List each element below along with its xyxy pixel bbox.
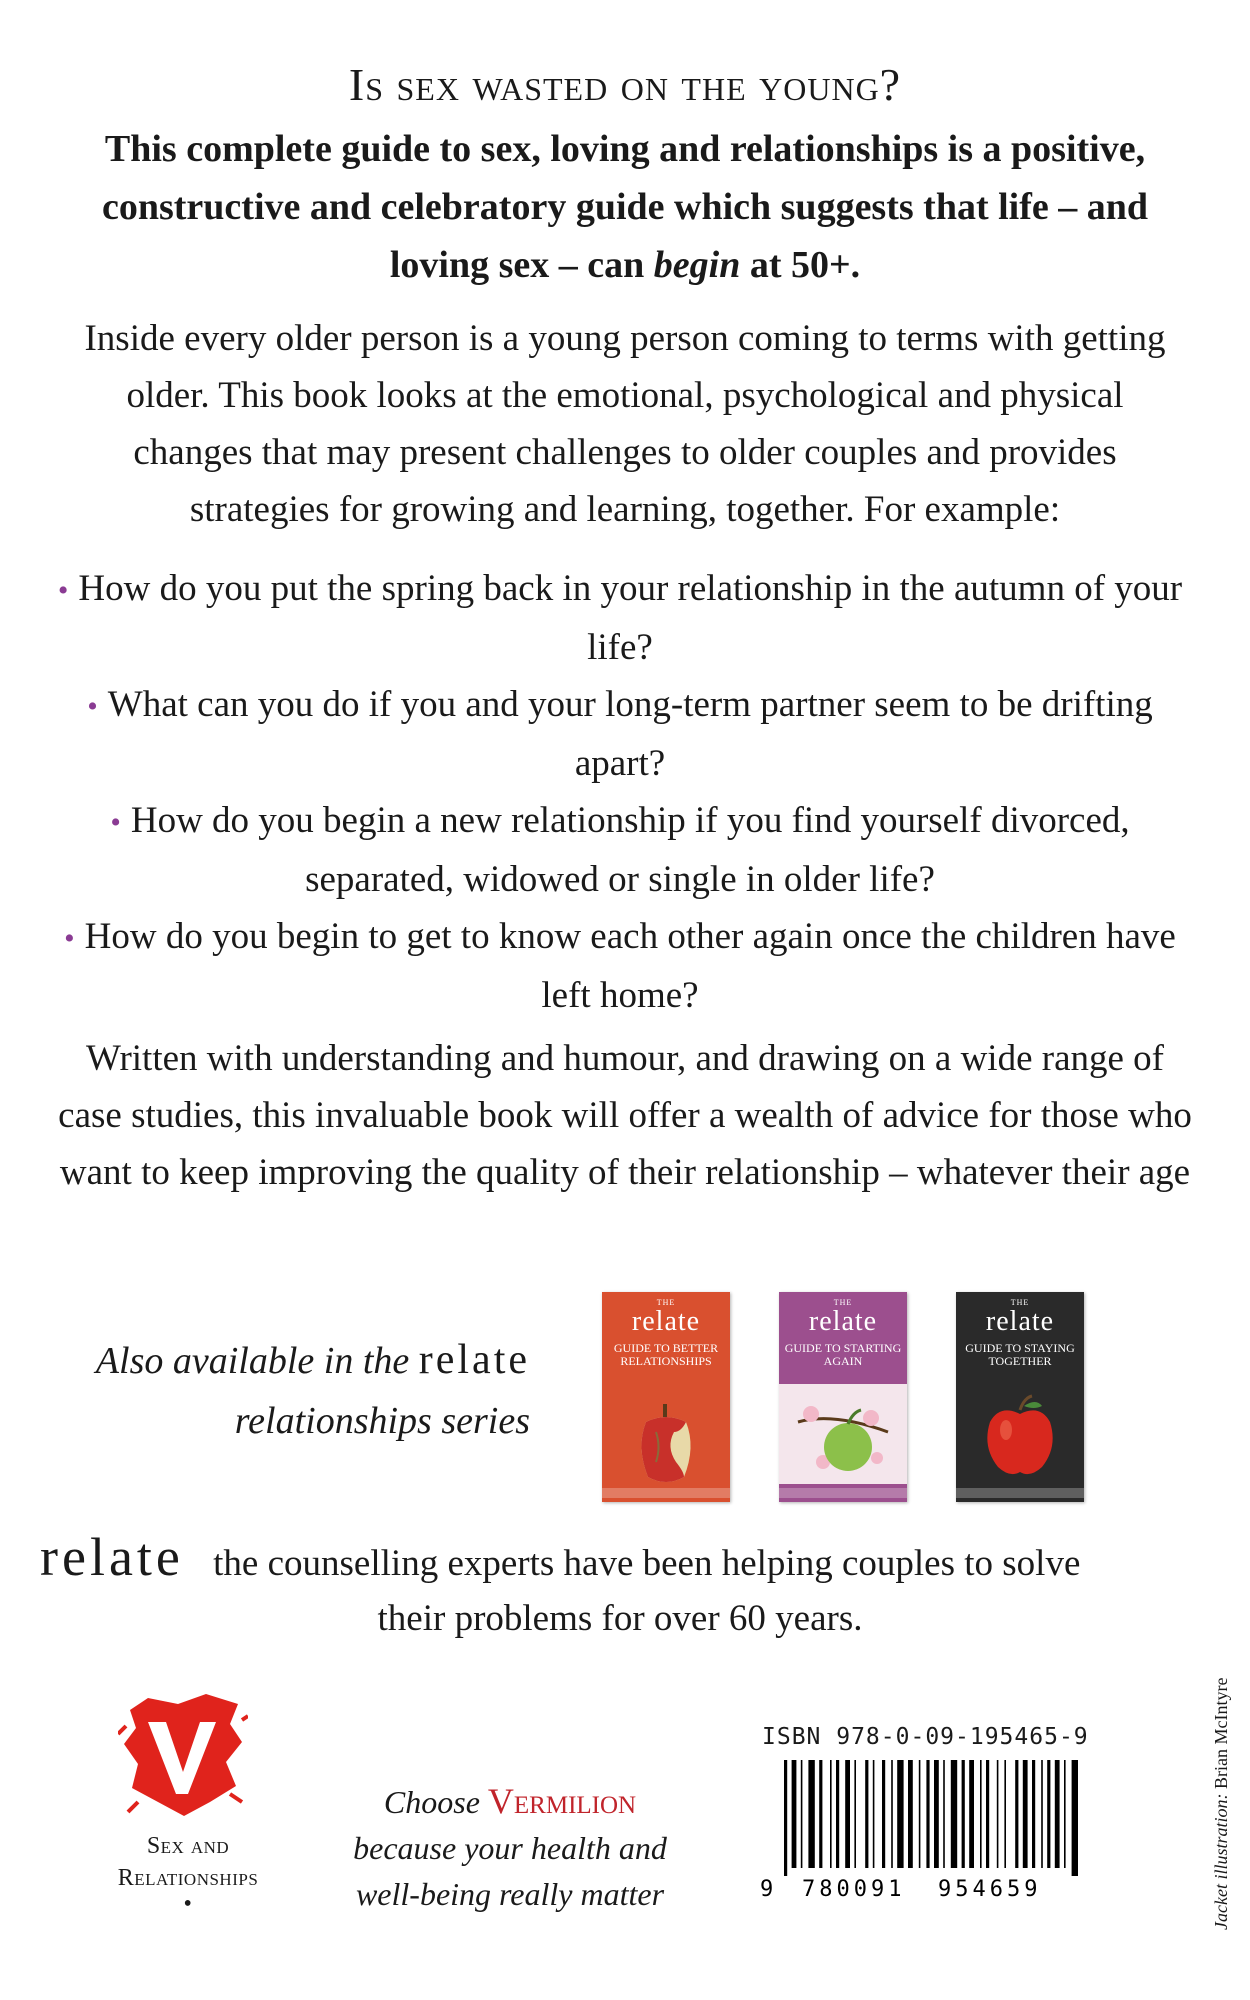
barcode-bar	[943, 1760, 945, 1868]
slogan-line2: because your health and	[353, 1830, 667, 1866]
barcode-bar	[980, 1760, 982, 1868]
barcode-bar	[1041, 1760, 1043, 1868]
barcode-bar	[951, 1760, 957, 1868]
barcode-bar	[845, 1760, 850, 1868]
also-available-note	[80, 1330, 530, 1451]
book-subtitle: GUIDE TO STAYING TOGETHER	[965, 1341, 1075, 1368]
list-item-text: How do you begin to get to know each other again once the children have left home?	[84, 916, 1176, 1016]
barcode-bar	[1015, 1760, 1018, 1868]
lead-paragraph	[60, 120, 1190, 294]
barcode-bar	[926, 1760, 929, 1868]
barcode-digits-group2: 954659	[938, 1877, 1042, 1900]
back-cover-title: Is sex wasted on the young?	[348, 59, 902, 110]
illustration-credit	[1211, 1640, 1232, 1930]
barcode-bar	[1032, 1760, 1035, 1868]
book-footer-band	[602, 1488, 730, 1498]
barcode-bar	[1055, 1760, 1060, 1868]
barcode-bar	[873, 1760, 875, 1868]
list-item-text: How do you put the spring back in your relationship in the autumn of your life?	[78, 568, 1183, 668]
book-brand: relate	[985, 1306, 1055, 1337]
isbn-label: ISBN 978-0-09-195465-9	[762, 1724, 1089, 1750]
red-apple-icon	[980, 1392, 1060, 1482]
category-label	[88, 1830, 288, 1917]
barcode-bar	[1072, 1760, 1078, 1876]
barcode-icon	[752, 1760, 1082, 1900]
list-item-text: What can you do if you and your long-term partner seem to be drifting apart?	[107, 684, 1153, 784]
barcode-bar	[986, 1760, 989, 1868]
lead-text-part1: This complete guide to sex, loving and relationships is a positive, constructive and celebratory guide which suggests that life – and loving sex – can	[101, 128, 1149, 286]
bullet-icon: •	[87, 690, 98, 723]
tagline-text-line2: their problems for over 60 years.	[377, 1598, 863, 1639]
category-line2: Relationships	[117, 1865, 259, 1891]
book-subtitle: GUIDE TO BETTER RELATIONSHIPS	[613, 1341, 719, 1368]
lead-emphasis: begin	[653, 244, 741, 286]
book-brand: relate	[808, 1306, 878, 1337]
book-brand: relate	[631, 1306, 701, 1337]
barcode-bar	[784, 1760, 787, 1876]
barcode-bar	[1047, 1760, 1050, 1868]
bullet-icon: •	[57, 574, 69, 607]
lead-text-part2: at 50+.	[749, 244, 861, 286]
series-text: relationships series	[234, 1400, 530, 1442]
barcode-bar	[819, 1760, 822, 1868]
relate-tagline	[40, 1527, 1200, 1646]
barcode-bar	[830, 1760, 832, 1868]
barcode-bar	[865, 1760, 868, 1868]
barcode-bar	[1023, 1760, 1028, 1868]
intro-paragraph: Inside every older person is a young person coming to terms with getting older. This book looks at the emotional, psychological and physical changes that may present challenges to older couples and provides strategies for growing and learning, together. For example:	[84, 318, 1166, 530]
barcode-bar	[808, 1760, 814, 1868]
credit-label: Jacket illustration:	[1211, 1793, 1231, 1930]
publisher-slogan	[340, 1778, 680, 1917]
barcode-bar	[997, 1760, 999, 1868]
barcode-digits-group1: 780091	[802, 1877, 906, 1900]
also-available-text: Also available in the	[95, 1340, 410, 1382]
tagline-text-line1: the counselling experts have been helping couples to solve	[213, 1543, 1081, 1584]
barcode-bar	[919, 1760, 921, 1868]
bullet-icon: •	[64, 922, 75, 955]
barcode-bar	[934, 1760, 939, 1868]
book-cover-starting-again	[779, 1292, 907, 1502]
vermilion-v-logo-icon	[118, 1690, 248, 1820]
book-the-label: THE	[656, 1298, 676, 1307]
barcode-bar	[962, 1760, 965, 1868]
credit-name: Brian McIntyre	[1211, 1677, 1231, 1790]
barcode-bar	[792, 1760, 797, 1868]
book-the-label: THE	[833, 1298, 853, 1307]
barcode-bar	[1004, 1760, 1006, 1868]
book-the-label: THE	[1010, 1298, 1030, 1307]
barcode-bar	[891, 1760, 893, 1868]
relate-brand: relate	[418, 1337, 530, 1383]
list-item	[50, 908, 1190, 1024]
blossom-apple-icon	[793, 1392, 893, 1482]
barcode-bar	[1064, 1760, 1066, 1868]
summary-paragraph: Written with understanding and humour, and drawing on a wide range of case studies, this invaluable book will offer a wealth of advice for those who want to keep improving the quality of their relationship – whatever their age	[58, 1038, 1192, 1193]
barcode-digit-first: 9	[760, 1877, 774, 1900]
slogan-choose: Choose	[383, 1784, 480, 1820]
book-cover-staying-together	[956, 1292, 1084, 1502]
list-item	[50, 676, 1190, 792]
list-item-text: How do you begin a new relationship if you find yourself divorced, separated, widowed or single in older life?	[130, 800, 1130, 900]
book-footer-band	[956, 1488, 1084, 1498]
barcode-bar	[882, 1760, 885, 1868]
slogan-line3: well-being really matter	[355, 1876, 665, 1912]
barcode-bar	[969, 1760, 974, 1868]
book-subtitle: GUIDE TO STARTING AGAIN	[784, 1341, 902, 1368]
question-list	[50, 560, 1190, 1024]
publisher-brand: Vermilion	[487, 1781, 637, 1821]
category-line1: Sex and	[146, 1833, 230, 1859]
relate-brand: relate	[40, 1527, 184, 1587]
book-footer-band	[779, 1488, 907, 1498]
barcode-bar	[908, 1760, 913, 1868]
barcode-bar	[897, 1760, 903, 1868]
barcode-bar	[836, 1760, 839, 1868]
bullet-icon: •	[110, 806, 121, 839]
list-item	[50, 792, 1190, 908]
barcode-bar	[854, 1760, 856, 1868]
category-dot: •	[183, 1891, 193, 1917]
book-cover-better-relationships	[602, 1292, 730, 1502]
barcode-bar	[801, 1760, 803, 1868]
apple-core-icon	[626, 1402, 706, 1487]
list-item	[50, 560, 1190, 676]
